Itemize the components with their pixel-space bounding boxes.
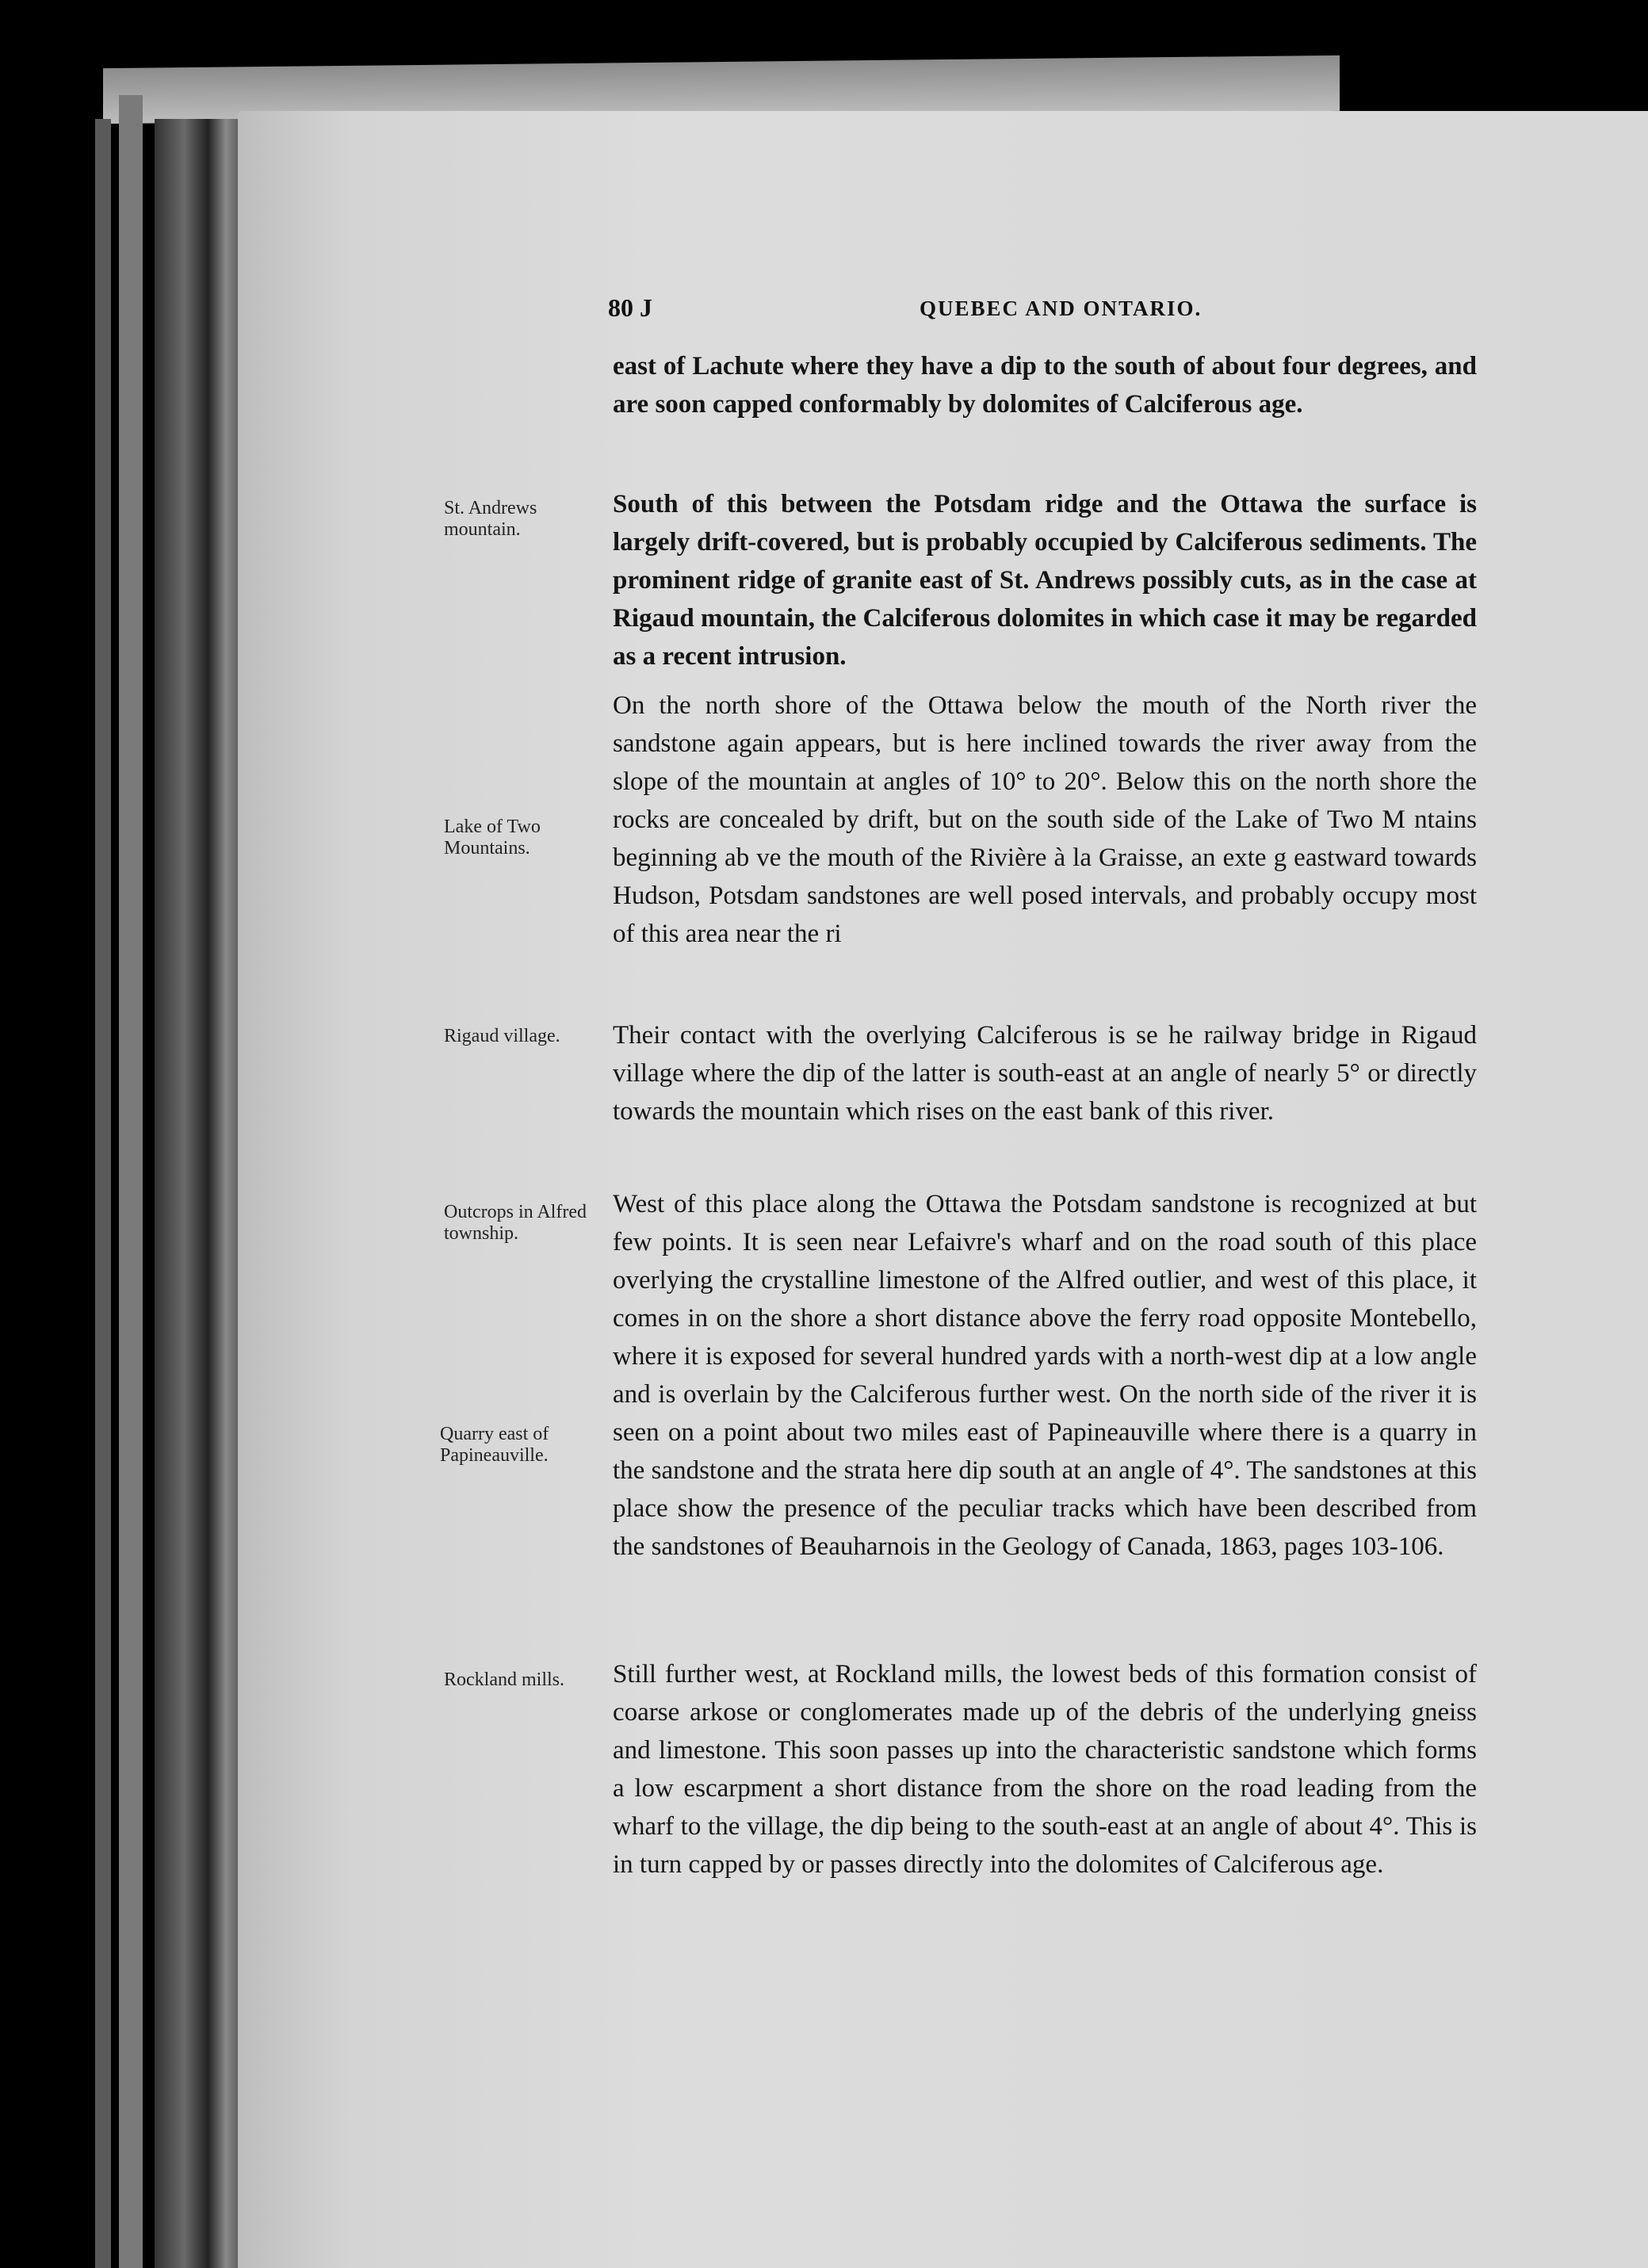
running-head: QUEBEC AND ONTARIO. [920,296,1203,320]
margin-note: Rigaud village. [444,1026,560,1046]
paragraph: Still further west, at Rockland mills, the lowest beds of this formation consist of coarse arkose or conglomerates made up of the debris of the underlying gneiss and limestone. This soon passes up into the characteristic sandstone which forms a low escarpment a short distance from the shore on the road leading from the wharf to the village, the dip being to the south-east at an angle of about 4°. This is in turn capped by or passes directly into the dolomites of Calciferous age. [613,1660,1477,1879]
page-number: 80 J [608,293,652,322]
page-stack-edge [95,119,111,2268]
paragraph: South of this between the Potsdam ridge and the Ottawa the surface is largely drift-covered, but is probably occupied by Calciferous sediments. The prominent ridge of granite east of St. Andrews possibly cuts, as in the case at Rigaud mountain, the Calciferous dolomites in which case it may be regarded as a recent intrusion. [613,490,1477,671]
margin-note: Lake of Two Mountains. [444,817,541,859]
margin-note: Rockland mills. [444,1669,564,1690]
margin-note: Outcrops in Alfred township. [444,1202,587,1244]
margin-note: St. Andrews mountain. [444,498,537,540]
page-stack-edge [119,95,143,2268]
paragraph: east of Lachute where they have a dip to the south of about four degrees, and are soon capped conformably by dolomites of Calciferous age. [613,352,1477,419]
paragraph: On the north shore of the Ottawa below the mouth of the North river the sandstone again appears, but is here inclined towards the river away from the slope of the mountain at angles of 10° to 20°. Below this on the north shore the rocks are concealed by drift, but on the south side of the Lake of Two M ntains beginning ab ve the mouth of the Rivière à la Graisse, an exte g eastward towards Hudson, Potsdam sandstones are well posed intervals, and probably occupy most of this area near the ri [613,691,1477,948]
paragraph: Their contact with the overlying Calciferous is se he railway bridge in Rigaud village where the dip of the latter is south-east at an angle of nearly 5° or directly towards the mountain which rises on the east bank of this river. [613,1021,1477,1126]
paragraph: West of this place along the Ottawa the Potsdam sandstone is recognized at but few points. It is seen near Lefaivre's wharf and on the road south of this place overlying the crystalline limestone of the Alfred outlier, and west of this place, it comes in on the shore a short distance above the ferry road opposite Montebello, where it is exposed for several hundred yards with a north-west dip at a low angle and is overlain by the Calciferous further west. On the north side of the river it is seen on a point about two miles east of Papineauville where there is a quarry in the sandstone and the strata here dip south at an angle of 4°. The sandstones at this place show the presence of the peculiar tracks which have been described from the sandstones of Beauharnois in the Geology of Canada, 1863, pages 103-106. [613,1190,1477,1561]
margin-note: Quarry east of Papineauville. [440,1424,549,1466]
